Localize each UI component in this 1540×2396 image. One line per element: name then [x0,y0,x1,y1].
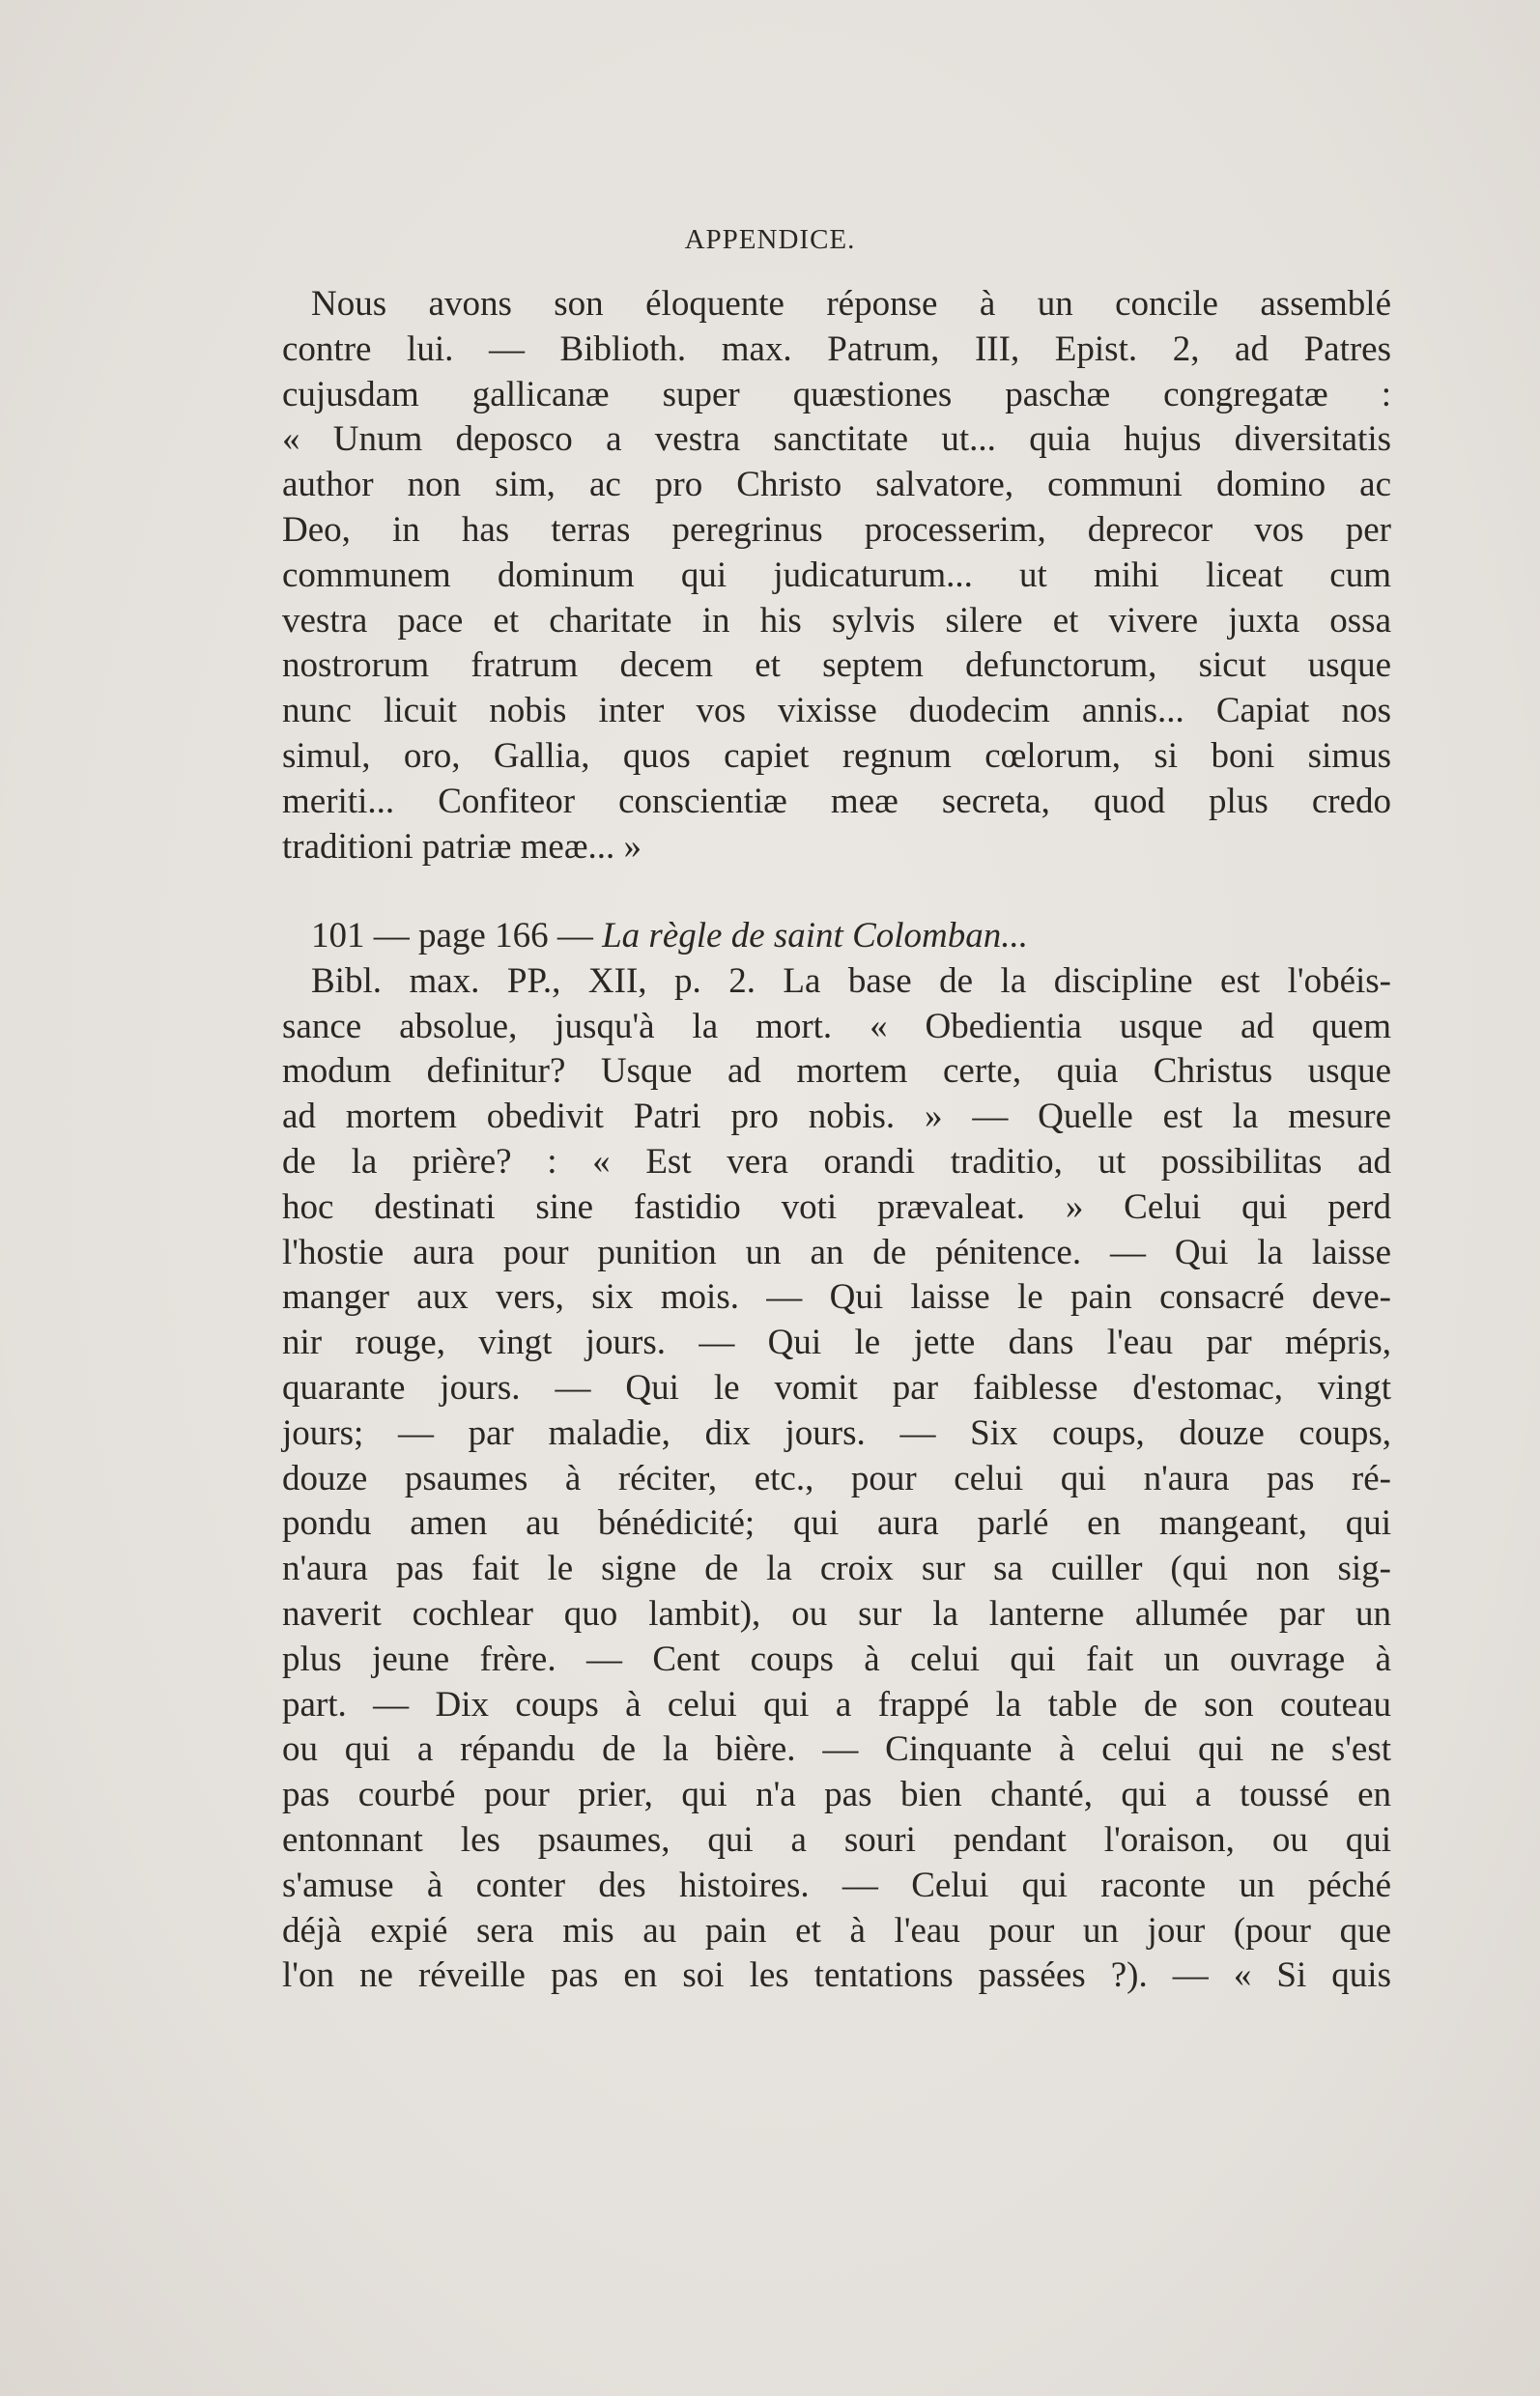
text-line: cujusdam gallicanæ super quæstiones paschæ congregatæ : [282,374,1391,414]
text-line: meriti... Confiteor conscientiæ meæ secreta, quod plus credo [282,781,1391,821]
text-line: l'on ne réveille pas en soi les tentations passées ?). — « Si quis [282,1955,1391,1996]
text-line: manger aux vers, six mois. — Qui laisse le pain consacré deve- [282,1277,1391,1318]
running-head: APPENDICE. [684,224,856,255]
text-line: pas courbé pour prier, qui n'a pas bien chanté, qui a toussé en [282,1775,1391,1815]
text-line: nir rouge, vingt jours. — Qui le jette dans l'eau par mépris, [282,1323,1391,1363]
text-line: contre lui. — Biblioth. max. Patrum, III, Epist. 2, ad Patres [282,328,1391,369]
text-line: Nous avons son éloquente réponse à un concile assemblé [311,284,1391,324]
note-title: La règle de saint Colomban... [602,916,1029,956]
note-page-ref: — page 166 — [364,916,603,956]
text-line: pondu amen au bénédicité; qui aura parlé en mangeant, qui [282,1503,1391,1544]
text-line: Bibl. max. PP., XII, p. 2. La base de la discipline est l'obéis- [311,960,1391,1001]
text-line: nostrorum fratrum decem et septem defunctorum, sicut usque [282,645,1391,686]
paragraph-1 [282,282,1391,870]
text-line: n'aura pas fait le signe de la croix sur sa cuiller (qui non sig- [282,1549,1391,1589]
note-101 [282,914,1391,1999]
text-line: « Unum deposco a vestra sanctitate ut... quia hujus diversitatis [282,419,1391,460]
text-line: quarante jours. — Qui le vomit par faiblesse d'estomac, vingt [282,1367,1391,1408]
text-line: traditioni patriæ meæ... » [282,826,642,867]
text-line: déjà expié sera mis au pain et à l'eau pour un jour (pour que [282,1910,1391,1951]
text-line: Deo, in has terras peregrinus processerim, deprecor vos per [282,509,1391,550]
text-line: naverit cochlear quo lambit), ou sur la lanterne allumée par un [282,1593,1391,1634]
text-line: hoc destinati sine fastidio voti prævaleat. » Celui qui perd [282,1186,1391,1227]
text-line: communem dominum qui judicaturum... ut mihi liceat cum [282,555,1391,595]
text-line: nunc licuit nobis inter vos vixisse duodecim annis... Capiat nos [282,691,1391,731]
note-heading [282,914,1391,959]
text-line: modum definitur? Usque ad mortem certe, quia Christus usque [282,1051,1391,1092]
note-number: 101 [311,916,365,956]
text-line: ou qui a répandu de la bière. — Cinquante à celui qui ne s'est [282,1729,1391,1770]
text-line: ad mortem obedivit Patri pro nobis. » — Quelle est la mesure [282,1097,1391,1137]
text-line: plus jeune frère. — Cent coups à celui qui fait un ouvrage à [282,1639,1391,1679]
text-line: sance absolue, jusqu'à la mort. « Obedientia usque ad quem [282,1006,1391,1046]
text-line: simul, oro, Gallia, quos capiet regnum cœlorum, si boni simus [282,735,1391,776]
text-line: vestra pace et charitate in his sylvis silere et vivere juxta ossa [282,600,1391,641]
text-line: de la prière? : « Est vera orandi traditio, ut possibilitas ad [282,1141,1391,1182]
text-line: s'amuse à conter des histoires. — Celui qui raconte un péché [282,1865,1391,1905]
text-line: douze psaumes à réciter, etc., pour celui qui n'aura pas ré- [282,1458,1391,1498]
text-line: part. — Dix coups à celui qui a frappé la table de son couteau [282,1684,1391,1725]
text-line: author non sim, ac pro Christo salvatore, communi domino ac [282,465,1391,505]
text-line: jours; — par maladie, dix jours. — Six coups, douze coups, [282,1412,1391,1453]
text-line: l'hostie aura pour punition un an de pénitence. — Qui la laisse [282,1232,1391,1272]
text-line: entonnant les psaumes, qui a souri pendant l'oraison, ou qui [282,1819,1391,1860]
